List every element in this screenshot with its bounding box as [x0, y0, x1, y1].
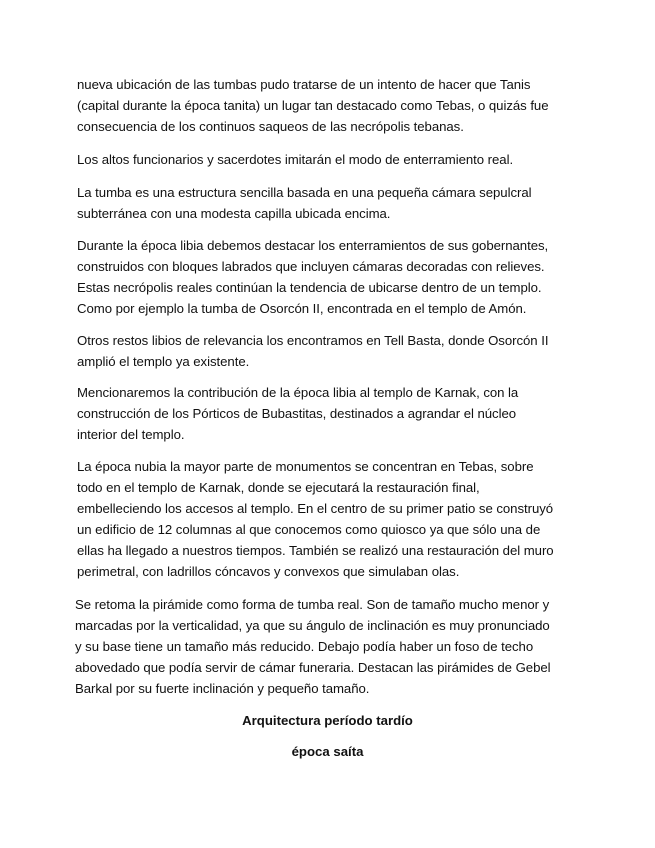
paragraph-4 [77, 235, 587, 319]
text-line: Como por ejemplo la tumba de Osorcón II, encontrada en el templo de Amón. [77, 301, 527, 316]
text-line: La tumba es una estructura sencilla basada en una pequeña cámara sepulcral [77, 185, 532, 200]
paragraph-8 [75, 594, 585, 699]
text-line: marcadas por la verticalidad, ya que su ángulo de inclinación es muy pronunciado [75, 618, 550, 633]
section-heading: Arquitectura período tardío [242, 713, 413, 728]
text-line: Los altos funcionarios y sacerdotes imitarán el modo de enterramiento real. [77, 152, 514, 167]
paragraph-6 [77, 382, 587, 445]
text-line: Mencionaremos la contribución de la época libia al templo de Karnak, con la [77, 385, 519, 400]
subsection-heading: época saíta [291, 744, 364, 759]
text-line: interior del templo. [77, 427, 185, 442]
text-line: abovedado que podía servir de cámar funeraria. Destacan las pirámides de Gebel [75, 660, 551, 675]
text-line: perimetral, con ladrillos cóncavos y convexos que simulaban olas. [77, 564, 460, 579]
text-line: embelleciendo los accesos al templo. En el centro de su primer patio se construyó [77, 501, 554, 516]
text-line: Barkal por su fuerte inclinación y pequeño tamaño. [75, 681, 370, 696]
paragraph-7 [77, 456, 587, 582]
text-line: (capital durante la época tanita) un lugar tan destacado como Tebas, o quizás fue [77, 98, 549, 113]
text-line: subterránea con una modesta capilla ubicada encima. [77, 206, 391, 221]
paragraph-1 [77, 74, 587, 137]
text-line: Otros restos libios de relevancia los encontramos en Tell Basta, donde Osorcón II [77, 333, 549, 348]
text-line: consecuencia de los continuos saqueos de las necrópolis tebanas. [77, 119, 464, 134]
text-line: Estas necrópolis reales continúan la tendencia de ubicarse dentro de un templo. [77, 280, 542, 295]
text-line: nueva ubicación de las tumbas pudo tratarse de un intento de hacer que Tanis [77, 77, 531, 92]
text-line: construcción de los Pórticos de Bubastitas, destinados a agrandar el núcleo [77, 406, 517, 421]
text-line: Durante la época libia debemos destacar los enterramientos de sus gobernantes, [77, 238, 549, 253]
paragraph-5 [77, 330, 587, 372]
text-line: un edificio de 12 columnas al que conocemos como quiosco ya que sólo una de [77, 522, 541, 537]
text-line: La época nubia la mayor parte de monumentos se concentran en Tebas, sobre [77, 459, 534, 474]
text-line: construidos con bloques labrados que incluyen cámaras decoradas con relieves. [77, 259, 545, 274]
paragraph-3 [77, 182, 587, 224]
text-line: Se retoma la pirámide como forma de tumba real. Son de tamaño mucho menor y [75, 597, 550, 612]
text-line: amplió el templo ya existente. [77, 354, 250, 369]
text-line: todo en el templo de Karnak, donde se ejecutará la restauración final, [77, 480, 480, 495]
text-line: ellas ha llegado a nuestros tiempos. También se realizó una restauración del muro [77, 543, 554, 558]
paragraph-2 [77, 149, 587, 170]
text-line: y su base tiene un tamaño más reducido. Debajo podía haber un foso de techo [75, 639, 534, 654]
